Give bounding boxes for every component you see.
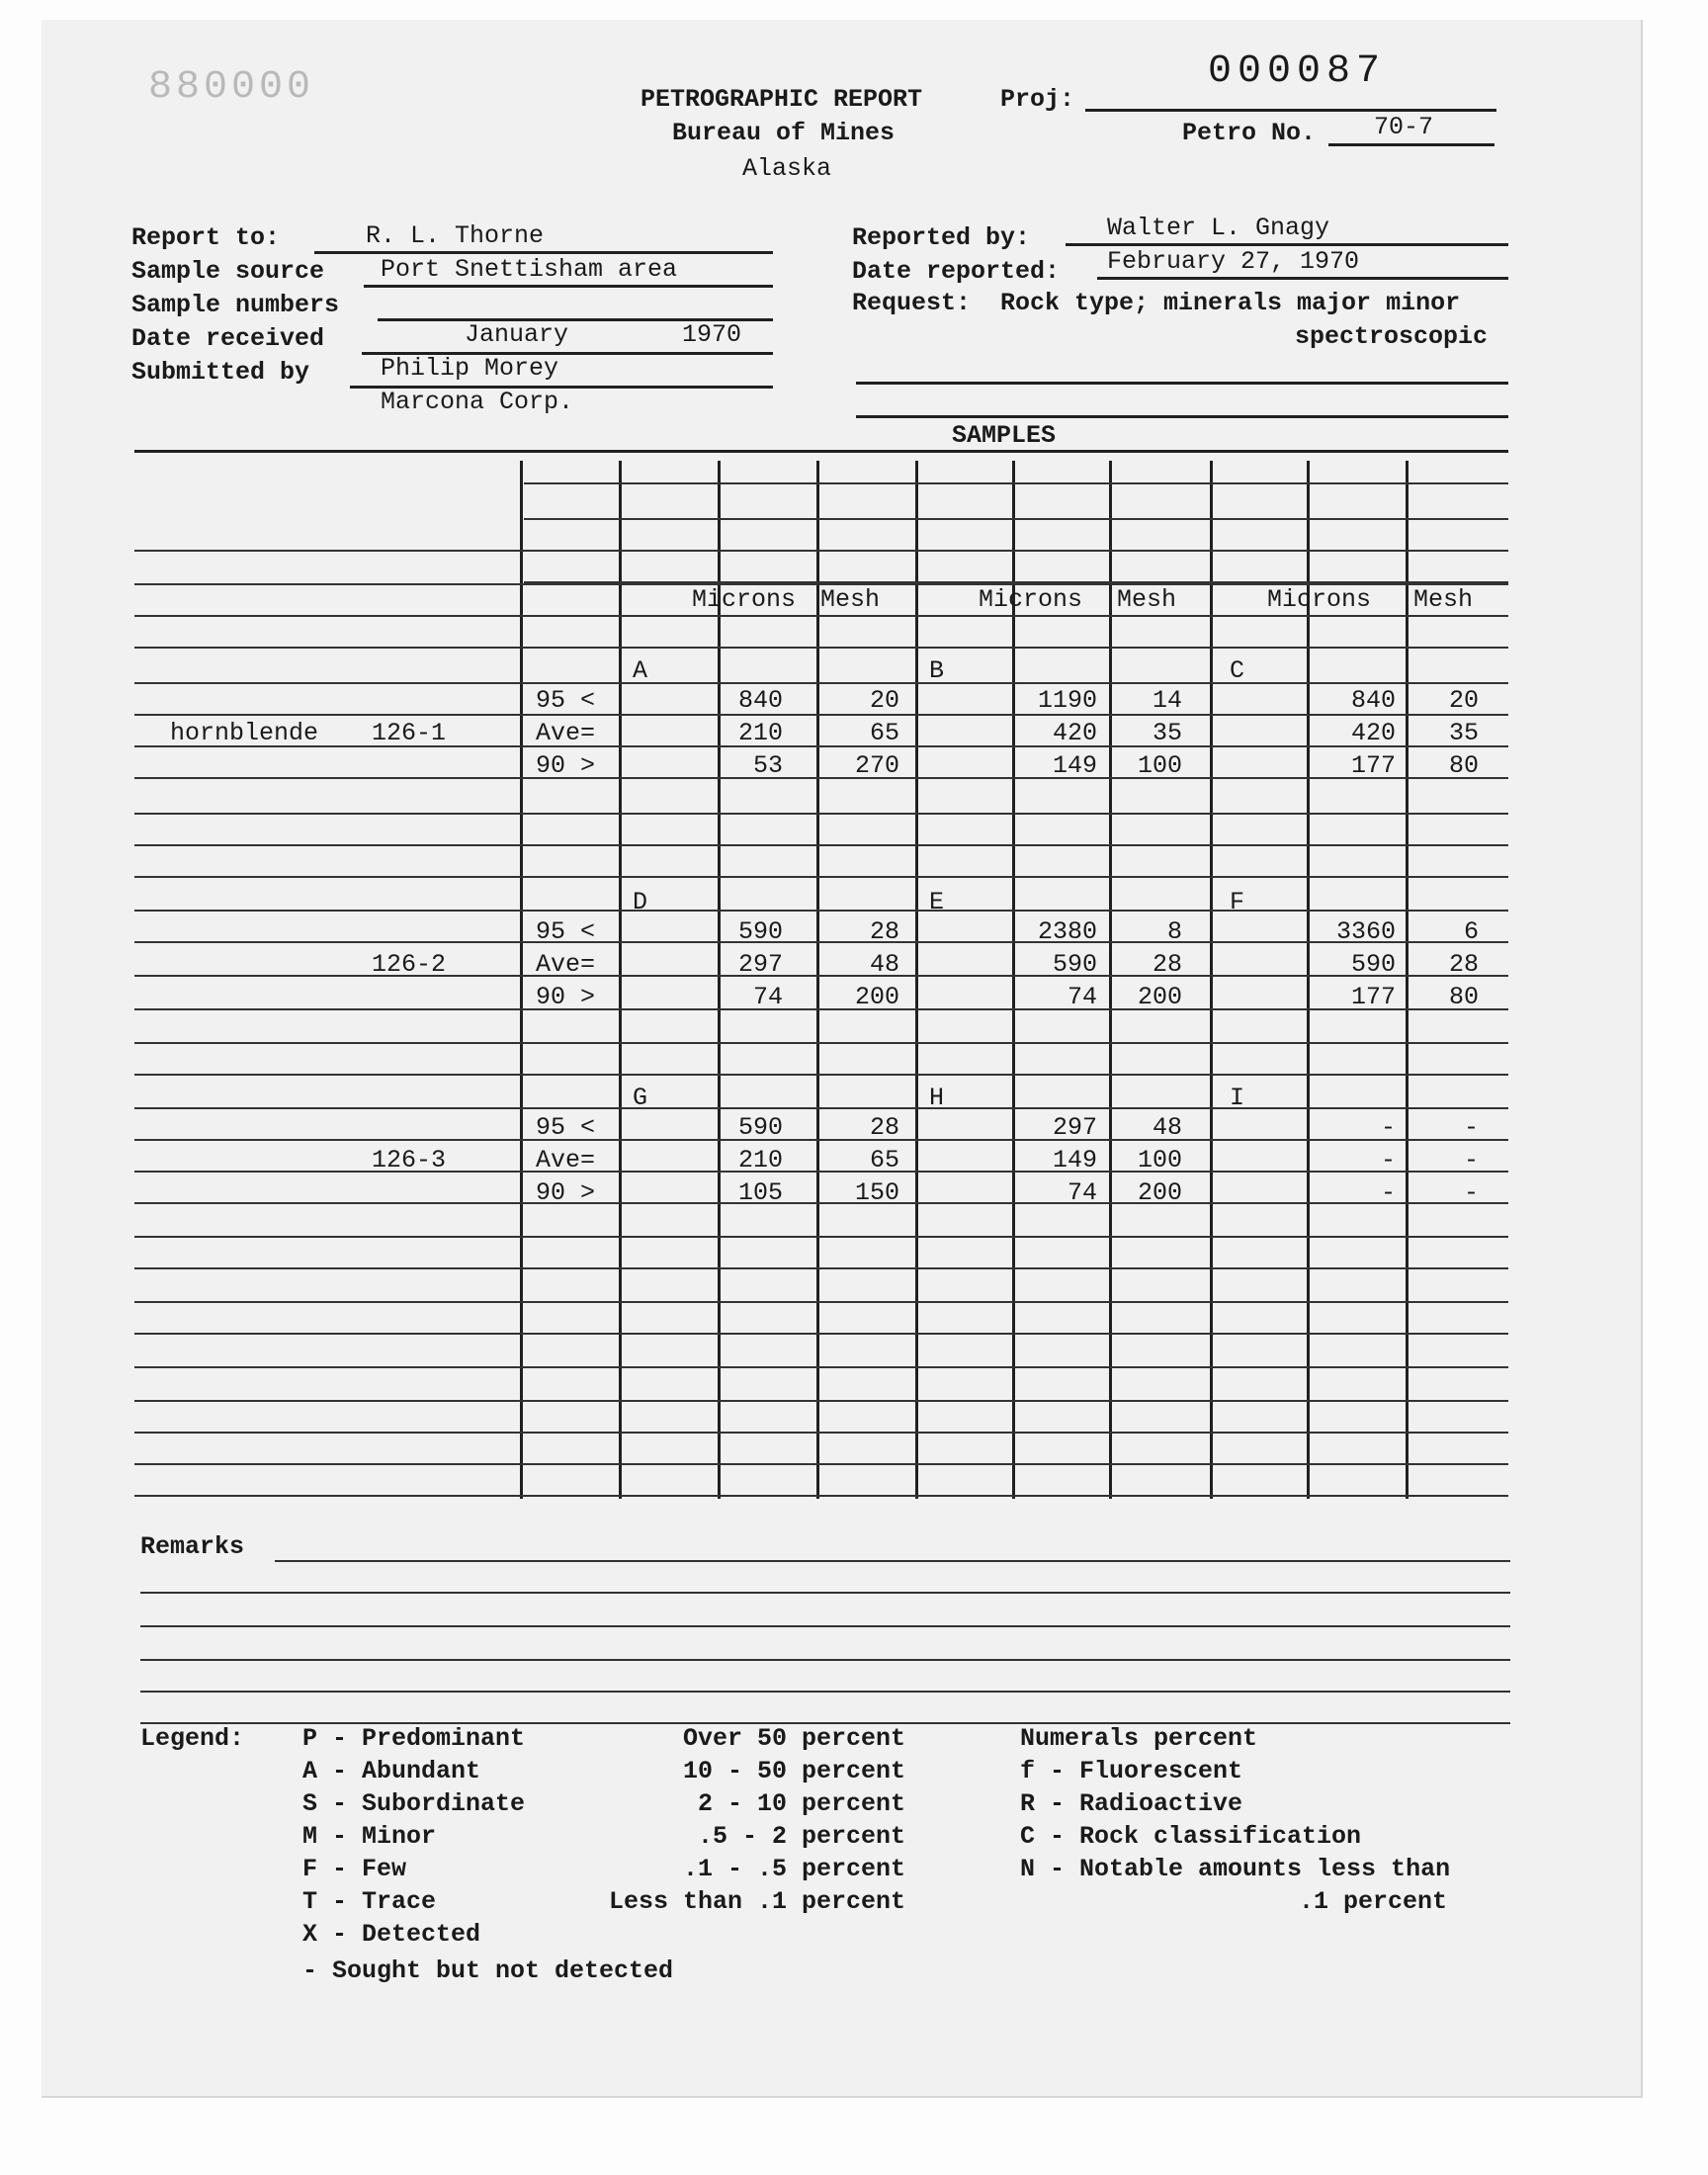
table-cell: 28	[1448, 950, 1479, 979]
row-label: 95 <	[536, 686, 596, 715]
legend-label: Legend:	[140, 1724, 245, 1753]
legend-code: P - Predominant	[302, 1724, 526, 1753]
petro-line	[1328, 143, 1494, 146]
table-cell: 177	[1350, 751, 1396, 780]
table-cell: 840	[737, 686, 783, 715]
table-cell: 297	[1052, 1113, 1097, 1142]
table-cell: 100	[1137, 1146, 1182, 1174]
table-cell: 297	[737, 950, 783, 979]
report-location: Alaska	[742, 154, 832, 183]
table-rule-line	[524, 482, 1508, 484]
legend-note: C - Rock classification	[1020, 1822, 1362, 1851]
table-rule-line	[134, 682, 1508, 684]
table-cell: 590	[1350, 950, 1396, 979]
table-cell: 35	[1152, 719, 1182, 747]
submitted-by-org: Marcona Corp.	[381, 388, 574, 416]
legend-note: f - Fluorescent	[1020, 1757, 1243, 1785]
table-cell: 840	[1350, 686, 1396, 715]
table-rule-line	[134, 813, 1508, 815]
reported-by-value: Walter L. Gnagy	[1107, 214, 1330, 242]
table-rule-line	[134, 1267, 1508, 1269]
table-cell: 149	[1052, 751, 1097, 780]
table-cell: 28	[1152, 950, 1182, 979]
sample-id: 126-2	[372, 950, 447, 979]
table-cell: -	[1380, 1146, 1396, 1174]
table-cell: 35	[1448, 719, 1479, 747]
sample-letter-f: F	[1230, 888, 1245, 916]
row-label: Ave=	[536, 1146, 596, 1174]
table-cell: 200	[1137, 983, 1182, 1011]
proj-label: Proj:	[1000, 85, 1075, 114]
petro-value: 70-7	[1374, 113, 1434, 141]
table-cell: 28	[869, 1113, 899, 1142]
submitted-by-label: Submitted by	[131, 358, 310, 387]
legend-code: X - Detected	[302, 1920, 481, 1949]
row-label: 95 <	[536, 917, 596, 946]
sample-numbers-label: Sample numbers	[131, 291, 340, 319]
table-cell: 590	[1052, 950, 1097, 979]
legend-note: R - Radioactive	[1020, 1789, 1243, 1818]
table-cell: 200	[854, 983, 899, 1011]
legend-code: - Sought but not detected	[302, 1957, 674, 1985]
table-cell: 149	[1052, 1146, 1097, 1174]
row-label: 90 >	[536, 983, 596, 1011]
sample-letter-e: E	[929, 888, 945, 916]
remarks-line-1	[275, 1560, 1510, 1562]
sample-source-line	[364, 285, 773, 288]
table-cell: 48	[1152, 1113, 1182, 1142]
table-cell: 1190	[1037, 686, 1097, 715]
sample-letter-d: D	[633, 888, 648, 916]
table-rule-line	[134, 876, 1508, 878]
table-cell: 200	[1137, 1178, 1182, 1207]
submitted-by-value: Philip Morey	[381, 354, 559, 383]
request-label: Request:	[852, 289, 972, 317]
sample-letter-a: A	[633, 656, 648, 685]
reported-by-label: Reported by:	[852, 223, 1031, 252]
legend-code: F - Few	[302, 1855, 407, 1883]
table-cell: 590	[737, 917, 783, 946]
date-received-month: January	[465, 320, 569, 349]
table-cell: 210	[737, 1146, 783, 1174]
remarks-line-4	[140, 1659, 1510, 1661]
table-rule-line	[134, 647, 1508, 649]
table-cell: 74	[1067, 983, 1097, 1011]
sample-letter-c: C	[1230, 656, 1245, 685]
sample-letter-b: B	[929, 656, 945, 685]
legend-range: Over 50 percent	[682, 1724, 905, 1753]
table-cell: 6	[1463, 917, 1479, 946]
table-top-line	[134, 450, 1508, 453]
table-cell: 20	[869, 686, 899, 715]
legend-code: S - Subordinate	[302, 1789, 526, 1818]
table-rule-line	[134, 1495, 1508, 1497]
stamp-number: 880000	[148, 65, 315, 110]
sample-id: 126-3	[372, 1146, 447, 1174]
header-mesh: Mesh	[1413, 585, 1474, 614]
report-to-label: Report to:	[131, 223, 281, 252]
header-mesh: Mesh	[820, 585, 881, 614]
table-cell: 8	[1166, 917, 1182, 946]
legend-note: Numerals percent	[1020, 1724, 1258, 1753]
header-microns: Microns	[979, 585, 1083, 614]
table-cell: 74	[1067, 1178, 1097, 1207]
row-label: 90 >	[536, 751, 596, 780]
date-received-label: Date received	[131, 324, 325, 353]
report-to-value: R. L. Thorne	[366, 221, 545, 250]
legend-note: .1 percent	[1299, 1887, 1448, 1916]
table-cell: 80	[1448, 983, 1479, 1011]
table-cell: 14	[1152, 686, 1182, 715]
header-mesh: Mesh	[1117, 585, 1177, 614]
table-cell: 80	[1448, 751, 1479, 780]
sample-id: 126-1	[372, 719, 447, 747]
report-subtitle: Bureau of Mines	[672, 119, 896, 147]
table-cell: 105	[737, 1178, 783, 1207]
table-cell: 420	[1350, 719, 1396, 747]
remarks-line-5	[140, 1691, 1510, 1693]
legend-range: .1 - .5 percent	[682, 1855, 905, 1883]
remarks-line-3	[140, 1625, 1510, 1627]
date-reported-value: February 27, 1970	[1107, 247, 1360, 276]
table-rule-line	[134, 1042, 1508, 1044]
remarks-label: Remarks	[140, 1532, 245, 1561]
petro-label: Petro No.	[1182, 119, 1317, 147]
legend-range: 10 - 50 percent	[682, 1757, 905, 1785]
table-rule-line	[134, 1366, 1508, 1368]
request-line1: Rock type; minerals major minor	[1000, 289, 1461, 317]
table-cell: 48	[869, 950, 899, 979]
table-cell: 210	[737, 719, 783, 747]
request-line2: spectroscopic	[1295, 322, 1489, 351]
date-reported-line	[1097, 277, 1508, 280]
table-cell: 53	[752, 751, 783, 780]
sample-letter-i: I	[1230, 1084, 1245, 1112]
table-cell: 420	[1052, 719, 1097, 747]
samples-heading: SAMPLES	[952, 421, 1057, 450]
table-cell: 150	[854, 1178, 899, 1207]
table-cell: 100	[1137, 751, 1182, 780]
table-cell: 270	[854, 751, 899, 780]
row-label: Ave=	[536, 950, 596, 979]
sample-letter-g: G	[633, 1084, 648, 1112]
table-cell: 28	[869, 917, 899, 946]
table-cell: -	[1463, 1113, 1479, 1142]
table-rule-line	[134, 615, 1508, 617]
legend-range: .5 - 2 percent	[697, 1822, 905, 1851]
legend-note: N - Notable amounts less than	[1020, 1855, 1451, 1883]
legend-code: T - Trace	[302, 1887, 437, 1916]
legend-code: A - Abundant	[302, 1757, 481, 1785]
table-cell: 74	[752, 983, 783, 1011]
date-received-year: 1970	[682, 320, 742, 349]
table-rule-line	[134, 1107, 1508, 1109]
table-rule-line	[134, 550, 1508, 552]
table-cell: -	[1463, 1178, 1479, 1207]
table-cell: -	[1380, 1178, 1396, 1207]
table-cell: 2380	[1037, 917, 1097, 946]
table-rule-line	[134, 844, 1508, 846]
table-rule-line	[134, 1236, 1508, 1238]
table-rule-line	[134, 1301, 1508, 1303]
table-cell: 65	[869, 1146, 899, 1174]
sample-source-label: Sample source	[131, 257, 325, 286]
table-cell: 177	[1350, 983, 1396, 1011]
legend-range: 2 - 10 percent	[697, 1789, 905, 1818]
legend-code: M - Minor	[302, 1822, 437, 1851]
reported-by-line	[1066, 243, 1508, 246]
date-reported-label: Date reported:	[852, 257, 1061, 286]
table-rule-line	[524, 518, 1508, 520]
table-rule-line	[134, 910, 1508, 912]
sample-source-value: Port Snettisham area	[381, 255, 678, 284]
request-line-b	[856, 415, 1508, 418]
row-label: 90 >	[536, 1178, 596, 1207]
remarks-line-2	[140, 1592, 1510, 1594]
legend-range: Less than .1 percent	[608, 1887, 905, 1916]
report-title: PETROGRAPHIC REPORT	[640, 85, 923, 114]
table-cell: 3360	[1335, 917, 1396, 946]
table-cell: 65	[869, 719, 899, 747]
proj-line	[1085, 109, 1496, 112]
table-cell: 20	[1448, 686, 1479, 715]
table-rule-line	[134, 1074, 1508, 1076]
mineral-label: hornblende	[170, 719, 319, 747]
request-line-a	[856, 382, 1508, 385]
table-rule-line	[134, 1400, 1508, 1402]
table-cell: -	[1463, 1146, 1479, 1174]
sample-letter-h: H	[929, 1084, 945, 1112]
report-to-line	[314, 251, 773, 254]
row-label: 95 <	[536, 1113, 596, 1142]
header-microns: Microns	[692, 585, 797, 614]
proj-value: 000087	[1208, 49, 1387, 94]
table-rule-line	[134, 1333, 1508, 1335]
table-rule-line	[134, 1432, 1508, 1434]
row-label: Ave=	[536, 719, 596, 747]
table-rule-line	[134, 1463, 1508, 1465]
table-cell: -	[1380, 1113, 1396, 1142]
header-microns: Microns	[1267, 585, 1372, 614]
table-cell: 590	[737, 1113, 783, 1142]
